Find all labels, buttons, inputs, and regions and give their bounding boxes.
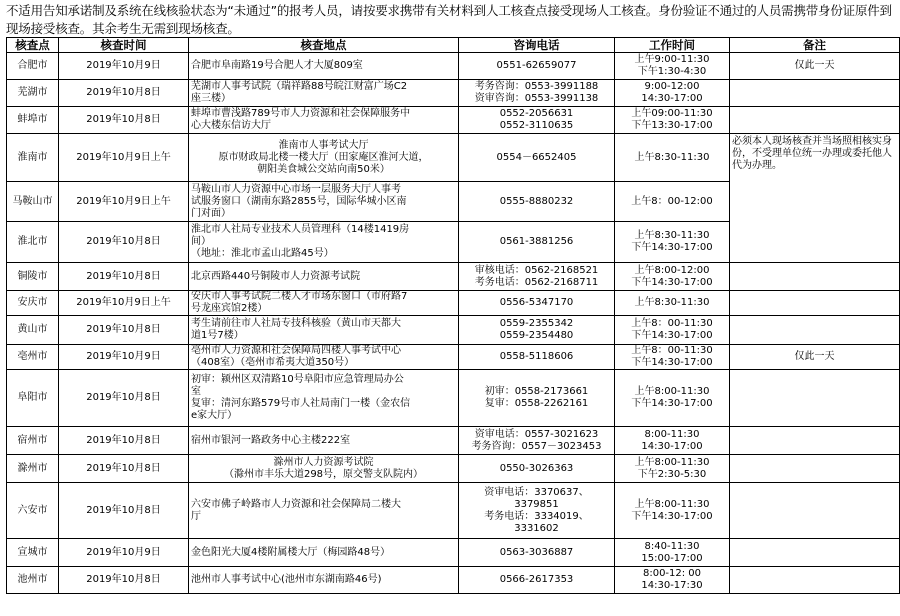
- cell-phone: [459, 345, 615, 370]
- table-row: [7, 427, 900, 455]
- hours-line: 下午14:30-17:00: [631, 242, 713, 253]
- cell-hours: [615, 80, 730, 107]
- cell-phone: [459, 427, 615, 455]
- cell-address: [189, 539, 459, 567]
- cell-site: 滁州市: [7, 455, 59, 483]
- table-row: [7, 316, 900, 345]
- table-row: [7, 345, 900, 370]
- cell-phone: [459, 182, 615, 222]
- table-row: [7, 539, 900, 567]
- hours-line: 上午8:30-11:30: [634, 297, 710, 308]
- addr-line: 道1号7楼）: [191, 330, 244, 341]
- phone-line: 0559-2354480: [499, 330, 574, 341]
- cell-date: 2019年10月9日上午: [59, 182, 189, 222]
- addr-line: 合肥市阜南路19号合肥人才大厦809室: [191, 60, 363, 71]
- phone-line: 0552-3110635: [499, 120, 574, 131]
- table-row: [7, 370, 900, 427]
- cell-phone: [459, 134, 615, 182]
- cell-site: 宣城市: [7, 539, 59, 567]
- note-line: 仅此一天: [794, 60, 835, 71]
- cell-address: [189, 567, 459, 594]
- cell-address: [189, 370, 459, 427]
- phone-line: 3379851: [514, 498, 559, 510]
- addr-line: （408室）（亳州市希夷大道350号）: [191, 357, 355, 368]
- cell-site: 六安市: [7, 483, 59, 539]
- cell-address: [189, 291, 459, 316]
- cell-site: 淮北市: [7, 222, 59, 263]
- cell-note: [730, 539, 900, 567]
- phone-line: 0554－6652405: [496, 151, 577, 163]
- cell-hours: [615, 222, 730, 263]
- header-site: 核查点: [7, 38, 59, 53]
- cell-note: [730, 345, 900, 370]
- cell-date: 2019年10月8日: [59, 455, 189, 483]
- cell-site: 阜阳市: [7, 370, 59, 427]
- phone-line: 考务电话：3334019、: [484, 510, 589, 522]
- addr-line: 朝阳美食城公交站向南50米）: [257, 163, 390, 175]
- cell-note: [730, 370, 900, 427]
- phone-line: 0559-2355342: [499, 318, 574, 329]
- cell-date: 2019年10月8日: [59, 263, 189, 291]
- addr-line: e家大厅）: [191, 410, 238, 421]
- header-address: 核查地点: [189, 38, 459, 53]
- phone-line: 0561-3881256: [499, 236, 574, 247]
- phone-line: 复审：0558-2262161: [484, 398, 589, 409]
- hours-line: 9:00-12:00: [644, 81, 700, 92]
- cell-note: [730, 134, 900, 263]
- addr-line: （地址：淮北市孟山北路45号）: [191, 248, 334, 259]
- hours-line: 上午8:30-11:30: [634, 151, 710, 163]
- cell-phone: [459, 455, 615, 483]
- cell-phone: [459, 263, 615, 291]
- table-header-row: [7, 38, 900, 53]
- phone-line: 考务咨询：0553-3991188: [474, 81, 599, 92]
- hours-line: 8:00-11:30: [644, 428, 700, 440]
- cell-date: 2019年10月8日: [59, 80, 189, 107]
- table-row: [7, 134, 900, 182]
- cell-hours: [615, 291, 730, 316]
- phone-line: 考务电话：0562-2168711: [474, 276, 599, 288]
- addr-line: 六安市佛子岭路市人力资源和社会保障局二楼大: [191, 498, 401, 510]
- cell-hours: [615, 427, 730, 455]
- cell-site: 池州市: [7, 567, 59, 594]
- hours-line: 上午8：00-11:30: [631, 345, 713, 356]
- cell-site: 宿州市: [7, 427, 59, 455]
- hours-line: 下午14:30-17:00: [631, 357, 713, 368]
- table-row: [7, 80, 900, 107]
- hours-line: 上午8：00-11:30: [631, 318, 713, 329]
- phone-line: 初审：0558-2173661: [484, 386, 589, 397]
- addr-line: 蚌埠市曹浅路789号市人力资源和社会保障服务中: [191, 108, 411, 119]
- cell-date: 2019年10月9日上午: [59, 134, 189, 182]
- addr-line: 座三楼）: [191, 93, 231, 104]
- header-note: 备注: [730, 38, 900, 53]
- hours-line: 8:00-12: 00: [642, 568, 702, 579]
- table-row: [7, 291, 900, 316]
- cell-hours: [615, 455, 730, 483]
- cell-hours: [615, 567, 730, 594]
- hours-line: 下午2:30-5:30: [637, 468, 707, 480]
- header-time: 核查时间: [59, 38, 189, 53]
- cell-date: 2019年10月9日上午: [59, 291, 189, 316]
- cell-hours: [615, 53, 730, 80]
- table-row: [7, 483, 900, 539]
- cell-phone: [459, 53, 615, 80]
- cell-note: [730, 567, 900, 594]
- hours-line: 上午8:30-11:30: [634, 230, 710, 241]
- cell-phone: [459, 107, 615, 134]
- hours-line: 上午8：00-12:00: [631, 195, 713, 207]
- addr-line: 原市财政局北楼一楼大厅（田家庵区淮河大道，: [218, 151, 429, 163]
- cell-note: [730, 316, 900, 345]
- cell-hours: [615, 263, 730, 291]
- hours-line: 下午14:30-17:00: [631, 330, 713, 341]
- note-line: 必须本人现场核查并当场照相核实身份，不受理单位统一办理或委托他人代为办理。: [732, 136, 892, 171]
- addr-line: 门对面）: [191, 207, 231, 219]
- phone-line: 0551-62659077: [496, 60, 577, 71]
- cell-site: 亳州市: [7, 345, 59, 370]
- cell-address: [189, 483, 459, 539]
- cell-note: [730, 455, 900, 483]
- cell-site: 蚌埠市: [7, 107, 59, 134]
- cell-site: 合肥市: [7, 53, 59, 80]
- hours-line: 上午8:00-12:00: [634, 264, 710, 276]
- hours-line: 下午13:30-17:00: [631, 120, 713, 131]
- cell-address: [189, 80, 459, 107]
- cell-date: 2019年10月9日: [59, 539, 189, 567]
- addr-line: 厅: [191, 510, 201, 522]
- hours-line: 下午14:30-17:00: [631, 398, 713, 409]
- cell-date: 2019年10月8日: [59, 222, 189, 263]
- hours-line: 14:30-17:00: [641, 93, 703, 104]
- hours-line: 下午14:30-17:00: [631, 276, 713, 288]
- header-hours: 工作时间: [615, 38, 730, 53]
- hours-line: 下午14:30-17:00: [631, 510, 713, 522]
- addr-line: 号龙座宾馆2楼）: [191, 303, 268, 314]
- cell-site: 芜湖市: [7, 80, 59, 107]
- table-row: [7, 567, 900, 594]
- addr-line: 金色阳光大厦4楼附属楼大厅（梅园路48号）: [191, 546, 391, 558]
- cell-hours: [615, 182, 730, 222]
- cell-site: 马鞍山市: [7, 182, 59, 222]
- cell-note: [730, 107, 900, 134]
- phone-line: 0563-3036887: [499, 546, 574, 558]
- phone-line: 资审电话：0557-3021623: [474, 428, 599, 440]
- cell-address: [189, 182, 459, 222]
- cell-hours: [615, 107, 730, 134]
- hours-line: 上午9:00-11:30: [634, 54, 710, 65]
- phone-line: 0550-3026363: [499, 462, 574, 474]
- cell-phone: [459, 80, 615, 107]
- addr-line: 心大楼东信访大厅: [191, 120, 271, 131]
- cell-date: 2019年10月9日: [59, 53, 189, 80]
- cell-hours: [615, 539, 730, 567]
- cell-date: 2019年10月8日: [59, 107, 189, 134]
- cell-phone: [459, 291, 615, 316]
- addr-line: 宿州市银河一路政务中心主楼222室: [191, 434, 351, 446]
- hours-line: 14:30-17:00: [641, 440, 703, 452]
- phone-line: 3331602: [514, 522, 559, 534]
- hours-line: 上午8:00-11:30: [634, 386, 710, 397]
- cell-date: 2019年10月8日: [59, 483, 189, 539]
- addr-line: 室: [191, 386, 201, 397]
- cell-phone: [459, 483, 615, 539]
- cell-address: [189, 263, 459, 291]
- cell-site: 安庆市: [7, 291, 59, 316]
- cell-date: 2019年10月8日: [59, 427, 189, 455]
- cell-hours: [615, 316, 730, 345]
- cell-hours: [615, 345, 730, 370]
- header-phone: 咨询电话: [459, 38, 615, 53]
- addr-line: 池州市人事考试中心(池州市东湖南路46号): [191, 574, 382, 585]
- addr-line: （滁州市丰乐大道298号，原交警支队院内）: [223, 468, 424, 480]
- addr-line: 滁州市人力资源考试院: [273, 456, 374, 468]
- cell-address: [189, 427, 459, 455]
- cell-address: [189, 316, 459, 345]
- addr-line: 安庆市人事考试院二楼人才市场东窗口（市府路7: [191, 291, 408, 302]
- cell-note: [730, 483, 900, 539]
- addr-line: 考生请前往市人社局专技科核验（黄山市天都大: [191, 318, 401, 329]
- cell-address: [189, 455, 459, 483]
- phone-line: 0552-2056631: [499, 108, 574, 119]
- cell-hours: [615, 483, 730, 539]
- cell-address: [189, 107, 459, 134]
- cell-site: 黄山市: [7, 316, 59, 345]
- cell-hours: [615, 134, 730, 182]
- addr-line: 亳州市人力资源和社会保障局四楼人事考试中心: [191, 345, 401, 356]
- cell-note: [730, 263, 900, 291]
- addr-line: 间）: [191, 236, 211, 247]
- cell-phone: [459, 316, 615, 345]
- cell-address: [189, 345, 459, 370]
- cell-note: [730, 427, 900, 455]
- addr-line: 初审：颍州区双清路10号阜阳市应急管理局办公: [191, 374, 404, 385]
- phone-line: 资审电话：3370637、: [484, 486, 589, 498]
- addr-line: 淮北市人社局专业技术人员管理科（14楼1419房: [191, 224, 410, 235]
- table-row: [7, 53, 900, 80]
- hours-line: 15:00-17:00: [641, 552, 703, 564]
- table-row: [7, 263, 900, 291]
- addr-line: 试服务窗口（湖南东路2855号，国际华城小区南: [191, 195, 407, 207]
- hours-line: 上午09:00-11:30: [631, 108, 713, 119]
- cell-address: [189, 222, 459, 263]
- phone-line: 考务咨询：0557－3023453: [471, 440, 602, 452]
- note-line: 仅此一天: [794, 351, 835, 362]
- hours-line: 下午1:30-4:30: [637, 66, 707, 77]
- table-row: [7, 107, 900, 134]
- intro-text: 不适用告知承诺制及系统在线核验状态为“未通过”的报考人员，请按要求携带有关材料到人工核查点接受现场人工核查。身份验证不通过的人员需携带身份证原件到现场接受核查。其余考生无需到现场核查。: [6, 3, 892, 36]
- phone-line: 0555-8880232: [499, 195, 574, 207]
- cell-date: 2019年10月8日: [59, 370, 189, 427]
- addr-line: 淮南市人事考试大厅: [278, 139, 369, 151]
- cell-note: [730, 53, 900, 80]
- phone-line: 0566-2617353: [499, 574, 574, 585]
- hours-line: 14:30-17:30: [641, 580, 703, 591]
- cell-date: 2019年10月9日: [59, 345, 189, 370]
- cell-site: 淮南市: [7, 134, 59, 182]
- cell-note: [730, 291, 900, 316]
- verification-sites-table: [6, 37, 900, 594]
- phone-line: 审核电话：0562-2168521: [474, 264, 599, 276]
- cell-date: 2019年10月8日: [59, 316, 189, 345]
- cell-phone: [459, 370, 615, 427]
- cell-note: [730, 80, 900, 107]
- cell-site: 铜陵市: [7, 263, 59, 291]
- cell-date: 2019年10月8日: [59, 567, 189, 594]
- table-row: [7, 455, 900, 483]
- cell-address: [189, 53, 459, 80]
- addr-line: 北京西路440号铜陵市人力资源考试院: [191, 270, 361, 282]
- addr-line: 复审：清河东路579号市人社局南门一楼（金农信: [191, 398, 411, 409]
- cell-hours: [615, 370, 730, 427]
- phone-line: 0556-5347170: [499, 297, 574, 308]
- phone-line: 0558-5118606: [499, 351, 574, 362]
- cell-phone: [459, 539, 615, 567]
- cell-phone: [459, 222, 615, 263]
- hours-line: 上午8:00-11:30: [634, 456, 710, 468]
- addr-line: 芜湖市人事考试院（瑞祥路88号皖江财富广场C2: [191, 81, 408, 92]
- phone-line: 资审咨询：0553-3991138: [474, 93, 599, 104]
- addr-line: 马鞍山市人力资源中心市场一层服务大厅人事考: [191, 183, 401, 195]
- table-body: [7, 53, 900, 594]
- hours-line: 8:40-11:30: [644, 540, 700, 552]
- cell-phone: [459, 567, 615, 594]
- cell-address: [189, 134, 459, 182]
- hours-line: 上午8:00-11:30: [634, 498, 710, 510]
